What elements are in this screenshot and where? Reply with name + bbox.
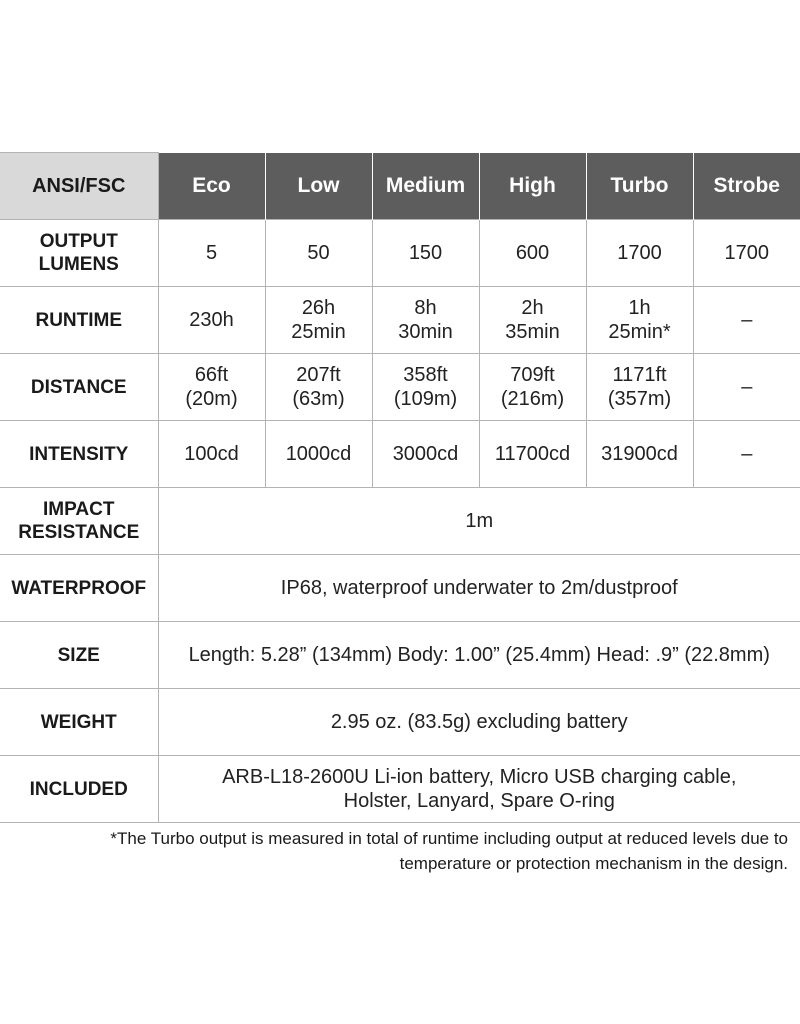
cell-value: 5 [205,242,218,264]
runtime-high [479,287,586,354]
intensity-strobe [693,421,800,488]
cell-value: 2h [521,297,544,319]
cell-value: 25min [291,321,346,343]
distance-low [265,354,372,421]
cell-value: Holster, Lanyard, Spare O-ring [343,790,615,812]
cell-value: 1700 [617,242,662,264]
row-label-line: RUNTIME [35,309,123,331]
row-label-output-lumens [0,220,158,287]
row-label-distance [0,354,158,421]
cell-value: 1m [465,510,494,532]
cell-value: 207ft [296,364,341,386]
cell-value: 600 [515,242,550,264]
runtime-turbo [586,287,693,354]
cell-value: 2.95 oz. (83.5g) excluding battery [330,711,628,733]
intensity-turbo [586,421,693,488]
cell-value: (109m) [393,388,458,410]
row-label-line: LUMENS [38,254,119,275]
impact-resistance-value [158,488,800,555]
output-eco [158,220,265,287]
cell-value: ARB-L18-2600U Li-ion battery, Micro USB charging cable, [222,766,737,788]
cell-value: 709ft [510,364,555,386]
row-label-intensity [0,421,158,488]
impact-resistance-row [0,488,800,555]
cell-value: 1700 [724,242,769,264]
cell-value: 100cd [184,443,239,465]
row-label-size [0,622,158,689]
mode-header-medium: Medium [372,153,479,220]
size-row [0,622,800,689]
cell-value: (20m) [185,388,238,410]
cell-value: IP68, waterproof underwater to 2m/dustproof [280,577,678,599]
waterproof-row [0,555,800,622]
row-label-line: RESISTANCE [18,522,140,543]
footnote-line: *The Turbo output is measured in total of runtime including output at reduced levels due to [110,829,788,848]
cell-value: 1h [628,297,651,319]
cell-value: 1171ft [612,364,667,386]
cell-value: 35min [505,321,560,343]
output-medium [372,220,479,287]
row-label-line: WATERPROOF [11,577,147,599]
row-label-line: INCLUDED [29,778,128,800]
cell-value: Length: 5.28” (134mm) Body: 1.00” (25.4mm) Head: .9” (22.8mm) [188,644,770,666]
cell-value: – [741,443,753,465]
included-value [158,756,800,823]
output-strobe [693,220,800,287]
size-value [158,622,800,689]
row-label-weight [0,689,158,756]
cell-value: 3000cd [392,443,459,465]
cell-value: (216m) [500,388,565,410]
weight-row [0,689,800,756]
cell-value: 26h [301,297,336,319]
row-label-line: IMPACT [43,499,115,520]
mode-header-low: Low [265,153,372,220]
mode-header-turbo: Turbo [586,153,693,220]
cell-value: 11700cd [494,443,571,465]
cell-value: 150 [408,242,443,264]
distance-strobe [693,354,800,421]
distance-eco [158,354,265,421]
cell-value: – [741,309,753,331]
output-low [265,220,372,287]
row-label-line: OUTPUT [39,231,118,252]
cell-value: 30min [398,321,453,343]
corner-label: ANSI/FSC [0,153,158,220]
waterproof-value [158,555,800,622]
intensity-row [0,421,800,488]
distance-medium [372,354,479,421]
intensity-low [265,421,372,488]
spec-table [0,152,800,823]
row-label-impact-resistance [0,488,158,555]
distance-turbo [586,354,693,421]
intensity-medium [372,421,479,488]
cell-value: (357m) [607,388,672,410]
runtime-low [265,287,372,354]
cell-value: (63m) [292,388,345,410]
cell-value: 31900cd [601,443,678,465]
row-label-line: SIZE [57,644,100,666]
distance-high [479,354,586,421]
output-turbo [586,220,693,287]
included-row [0,756,800,823]
cell-value: 358ft [403,364,448,386]
row-label-included [0,756,158,823]
cell-value: 66ft [194,364,229,386]
cell-value: 50 [307,242,330,264]
runtime-medium [372,287,479,354]
output-high [479,220,586,287]
turbo-footnote [28,826,788,876]
row-label-line: DISTANCE [30,376,127,398]
mode-header-eco: Eco [158,153,265,220]
mode-header-strobe: Strobe [693,153,800,220]
output-lumens-row [0,220,800,287]
row-label-line: WEIGHT [40,711,117,733]
cell-value: 25min* [608,321,671,343]
weight-value [158,689,800,756]
intensity-high [479,421,586,488]
mode-header-high: High [479,153,586,220]
row-label-waterproof [0,555,158,622]
runtime-row [0,287,800,354]
cell-value: 1000cd [285,443,352,465]
cell-value: – [741,376,753,398]
cell-value: 8h [414,297,437,319]
cell-value: 230h [189,309,234,331]
footnote-line: temperature or protection mechanism in the design. [399,854,788,873]
header-row [0,153,800,220]
distance-row [0,354,800,421]
row-label-line: INTENSITY [29,443,129,465]
row-label-runtime [0,287,158,354]
runtime-strobe [693,287,800,354]
runtime-eco [158,287,265,354]
intensity-eco [158,421,265,488]
